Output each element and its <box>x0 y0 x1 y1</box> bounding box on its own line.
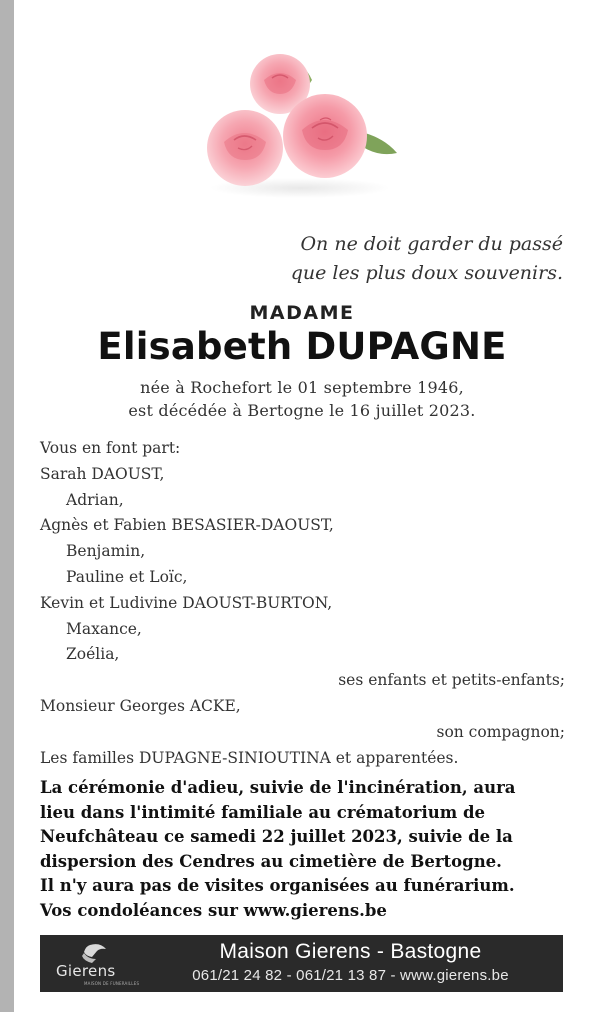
ceremony-line: Neufchâteau ce samedi 22 juillet 2023, suivie de la <box>40 827 513 846</box>
deceased-title: MADAME <box>249 302 355 324</box>
agency-contact: 061/21 24 82 - 061/21 13 87 - www.gierens.be <box>192 967 509 984</box>
family-member: Adrian, <box>66 490 124 509</box>
family-member: Sarah DAOUST, <box>40 464 165 483</box>
family-member: Zoélia, <box>66 645 120 664</box>
funeral-home-footer <box>40 935 563 992</box>
ceremony-line: dispersion des Cendres au cimetière de Bertogne. <box>40 851 502 871</box>
family-member: Monsieur Georges ACKE, <box>40 696 241 715</box>
ceremony-line: Vos condoléances sur www.gierens.be <box>40 900 387 920</box>
death-info: est décédée à Bertogne le 16 juillet 2023. <box>128 401 476 420</box>
family-member: Maxance, <box>66 619 142 638</box>
relationship-label: ses enfants et petits-enfants; <box>338 671 565 690</box>
extended-family: Les familles DUPAGNE-SINIOUTINA et apparentées. <box>40 748 459 767</box>
relationship-label: son compagnon; <box>436 722 565 741</box>
epitaph-line-1: On ne doit garder du passé <box>300 233 563 255</box>
birth-info: née à Rochefort le 01 septembre 1946, <box>140 378 464 397</box>
agency-name: Maison Gierens - Bastogne <box>219 940 482 963</box>
family-announcement <box>40 436 565 771</box>
roses-image <box>200 48 400 200</box>
deceased-name: Elisabeth DUPAGNE <box>97 325 507 368</box>
announcement-intro: Vous en font part: <box>40 439 181 457</box>
family-member: Kevin et Ludivine DAOUST-BURTON, <box>40 593 333 612</box>
ceremony-notice <box>40 776 570 923</box>
ceremony-line: La cérémonie d'adieu, suivie de l'incinération, aura <box>40 778 516 797</box>
logo-subtext: MAISON DE FUNERAILLES <box>84 981 140 986</box>
logo-text: Gierens <box>56 962 116 980</box>
ceremony-line: lieu dans l'intimité familiale au crématorium de <box>40 802 485 822</box>
side-bar <box>0 0 14 1012</box>
ceremony-line: Il n'y aura pas de visites organisées au funérarium. <box>40 876 515 895</box>
family-member: Benjamin, <box>66 542 146 561</box>
family-member: Agnès et Fabien BESASIER-DAOUST, <box>40 516 334 535</box>
epitaph-line-2: que les plus doux souvenirs. <box>290 262 563 284</box>
epitaph-quote <box>163 230 563 288</box>
family-member: Pauline et Loïc, <box>66 567 188 586</box>
